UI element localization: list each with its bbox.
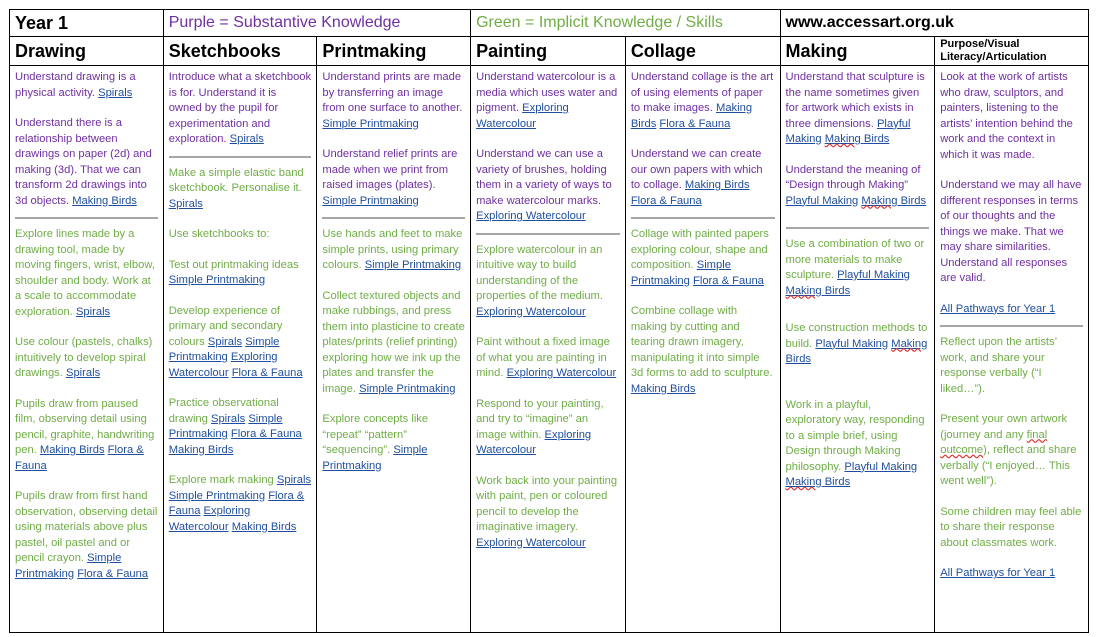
link-making-birds[interactable]: Making Birds bbox=[785, 337, 928, 365]
collage-cell: Understand collage is the art of using elements of paper to make images. Making Birds Flora & Fauna Understand we can create our own papers with which to collage. Making Birds Flora & Fauna Collage with painted papers exploring colour, shape and composition. Simple Printmaking Flora & Fauna Combine collage with making by cutting and tearing drawn imagery, manipulating it into simple 3d forms to add to sculpture. Making Birds bbox=[625, 66, 780, 633]
site-url: www.accessart.org.uk bbox=[780, 10, 1088, 37]
link-all-pathways[interactable]: All Pathways for Year 1 bbox=[940, 302, 1056, 315]
link-making-birds[interactable]: Making Birds bbox=[630, 382, 696, 395]
link-flora-fauna[interactable]: Flora & Fauna bbox=[230, 428, 302, 440]
link-playful-making[interactable]: Playful Making bbox=[785, 117, 911, 145]
link-making-birds[interactable]: Making Birds bbox=[72, 194, 137, 207]
col-printmaking: Printmaking bbox=[317, 37, 471, 66]
link-playful-making[interactable]: Playful Making bbox=[815, 337, 889, 350]
link-exploring-watercolour[interactable]: Exploring Watercolour bbox=[476, 428, 592, 456]
divider bbox=[631, 217, 775, 219]
link-making-birds[interactable]: Making Birds bbox=[861, 194, 927, 207]
link-spirals[interactable]: Spirals bbox=[168, 197, 203, 210]
purpose-cell: Look at the work of artists who draw, sculptors, and painters, listening to the artists’ intention behind the work and the context in which it was made. Understand we may all have different responses in terms of our thoughts and the things we make. That we may share similarities. Understand all responses are valid. All Pathways for Year 1 Reflect upon the artists’ work, and share your response verbally (“I liked…”). Present your own artwork (journey and any final outcome), reflect and share verbally (“I enjoyed… This went well”). Some children may feel able to share their response about classmates work. All Pathways for Year 1 bbox=[935, 66, 1089, 633]
col-purpose: Purpose/Visual Literacy/Articulation bbox=[935, 37, 1089, 66]
link-making-birds[interactable]: Making Birds bbox=[231, 520, 297, 533]
link-making-birds[interactable]: Making Birds bbox=[824, 133, 890, 145]
link-flora-fauna[interactable]: Flora & Fauna bbox=[630, 194, 702, 207]
link-simple-printmaking[interactable]: Simple Printmaking bbox=[322, 444, 428, 472]
link-exploring-watercolour[interactable]: Exploring Watercolour bbox=[168, 351, 278, 379]
printmaking-cell: Understand prints are made by transferring an image from one surface to another. Simple Printmaking Understand relief prints are made when we print from raised images (plates). Simple Printmaking Use hands and feet to make simple prints, using primary colours. Simple Printmaking Collect textured objects and make rubbings, and press them into plasticine to create plates/prints (relief printing) exploring how we ink up the plates and transfer the image. Simple Printmaking Explore concepts like “repeat” “pattern” “sequencing”. Simple Printmaking bbox=[317, 66, 471, 633]
content-row bbox=[10, 66, 1089, 633]
purple-key: Purple = Substantive Knowledge bbox=[163, 10, 470, 37]
col-collage: Collage bbox=[625, 37, 780, 66]
link-all-pathways[interactable]: All Pathways for Year 1 bbox=[940, 567, 1056, 579]
painting-cell: Understand watercolour is a media which uses water and pigment. Exploring Watercolour Understand we can use a variety of brushes, holding them in a variety of ways to make watercolour marks. Exploring Watercolour Explore watercolour in an intuitive way to build understanding of the properties of the medium. Exploring Watercolour Paint without a fixed image of what you are painting in mind. Exploring Watercolour Respond to your painting, and try to “imagine” an image within. Exploring Watercolour Work back into your painting with paint, pen or coloured pencil to develop the imaginative imagery. Exploring Watercolour bbox=[471, 66, 626, 633]
link-simple-printmaking[interactable]: Simple Printmaking bbox=[168, 489, 266, 502]
sketchbooks-cell: Introduce what a sketchbook is for. Understand it is owned by the pupil for experimentation and exploration. Spirals Make a simple elastic band sketchbook. Personalise it. Spirals Use sketchbooks to: Test out printmaking ideas Simple Printmaking Develop experience of primary and secondary colours Spirals Simple Printmaking Exploring Watercolour Flora & Fauna Practice observational drawing Spirals Simple Printmaking Flora & Fauna Making Birds Explore mark making Spirals Simple Printmaking Flora & Fauna Exploring Watercolour Making Birds bbox=[163, 66, 317, 633]
link-exploring-watercolour[interactable]: Exploring Watercolour bbox=[476, 536, 586, 549]
link-playful-making[interactable]: Playful Making bbox=[785, 194, 859, 207]
divider bbox=[322, 217, 465, 219]
link-spirals[interactable]: Spirals bbox=[66, 367, 101, 379]
link-spirals[interactable]: Spirals bbox=[276, 474, 312, 486]
link-flora-fauna[interactable]: Flora & Fauna bbox=[168, 489, 305, 517]
link-spirals[interactable]: Spirals bbox=[229, 133, 264, 145]
link-simple-printmaking[interactable]: Simple Printmaking bbox=[168, 335, 280, 363]
col-making: Making bbox=[780, 37, 935, 66]
link-exploring-watercolour[interactable]: Exploring Watercolour bbox=[476, 102, 569, 130]
link-spirals[interactable]: Spirals bbox=[211, 412, 246, 425]
link-spirals[interactable]: Spirals bbox=[75, 305, 111, 318]
link-simple-printmaking[interactable]: Simple Printmaking bbox=[168, 412, 283, 440]
link-exploring-watercolour[interactable]: Exploring Watercolour bbox=[506, 367, 617, 379]
header-row bbox=[10, 10, 1089, 37]
link-spirals[interactable]: Spirals bbox=[98, 86, 133, 99]
link-simple-printmaking[interactable]: Simple Printmaking bbox=[15, 552, 122, 580]
divider bbox=[15, 217, 158, 219]
link-flora-fauna[interactable]: Flora & Fauna bbox=[693, 274, 764, 287]
link-playful-making[interactable]: Playful Making bbox=[837, 269, 910, 281]
link-simple-printmaking[interactable]: Simple Printmaking bbox=[630, 259, 731, 287]
link-simple-printmaking[interactable]: Simple Printmaking bbox=[364, 259, 462, 271]
link-flora-fauna[interactable]: Flora & Fauna bbox=[659, 117, 731, 130]
divider bbox=[786, 227, 930, 229]
green-key: Green = Implicit Knowledge / Skills bbox=[471, 10, 780, 37]
link-flora-fauna[interactable]: Flora & Fauna bbox=[77, 567, 149, 580]
link-flora-fauna[interactable]: Flora & Fauna bbox=[15, 444, 144, 472]
making-cell: Understand that sculpture is the name sometimes given for artwork which exists in three dimensions. Playful Making Making Birds Understand the meaning of “Design through Making” Playful Making Making Birds Use a combination of two or more materials to make sculpture. Playful Making Making Birds Use construction methods to build. Playful Making Making Birds Work in a playful, exploratory way, responding to a simple brief, using Design through Making philosophy. Playful Making Making Birds bbox=[780, 66, 935, 633]
col-drawing: Drawing bbox=[10, 37, 164, 66]
link-making-birds[interactable]: Making Birds bbox=[168, 443, 234, 456]
link-spirals[interactable]: Spirals bbox=[207, 335, 243, 348]
link-making-birds[interactable]: Making Birds bbox=[684, 179, 750, 191]
column-header-row bbox=[10, 37, 1089, 66]
link-exploring-watercolour[interactable]: Exploring Watercolour bbox=[168, 505, 251, 533]
drawing-cell: Understand drawing is a physical activity. Spirals Understand there is a relationship between drawings on paper (2d) and making (3d). That we can transform 2d drawings into 3d objects. Making Birds Explore lines made by a drawing tool, made by moving fingers, wrist, elbow, shoulder and body. Work at a scale to accommodate exploration. Spirals Use colour (pastels, chalks) intuitively to develop spiral drawings. Spirals Pupils draw from paused film, observing detail using pencil, graphite, handwriting pen. Making Birds Flora & Fauna Pupils draw from first hand observation, observing detail using materials above plus pastel, oil pastel and or pencil crayon. Simple Printmaking Flora & Fauna bbox=[10, 66, 164, 633]
link-simple-printmaking[interactable]: Simple Printmaking bbox=[322, 194, 419, 207]
link-making-birds[interactable]: Making Birds bbox=[39, 444, 105, 456]
divider bbox=[940, 325, 1083, 327]
link-simple-printmaking[interactable]: Simple Printmaking bbox=[322, 117, 419, 130]
curriculum-table bbox=[9, 9, 1089, 633]
col-sketchbooks: Sketchbooks bbox=[163, 37, 317, 66]
link-making-birds[interactable]: Making Birds bbox=[785, 284, 851, 297]
divider bbox=[476, 233, 620, 235]
link-playful-making[interactable]: Playful Making bbox=[844, 460, 918, 473]
link-simple-printmaking[interactable]: Simple Printmaking bbox=[359, 382, 456, 395]
link-exploring-watercolour[interactable]: Exploring Watercolour bbox=[476, 210, 586, 222]
year-label: Year 1 bbox=[10, 10, 164, 37]
link-exploring-watercolour[interactable]: Exploring Watercolour bbox=[476, 305, 586, 318]
link-making-birds[interactable]: Making Birds bbox=[630, 102, 753, 130]
divider bbox=[169, 156, 312, 158]
link-simple-printmaking[interactable]: Simple Printmaking bbox=[168, 274, 266, 286]
col-painting: Painting bbox=[471, 37, 626, 66]
link-making-birds[interactable]: Making Birds bbox=[785, 476, 851, 488]
link-flora-fauna[interactable]: Flora & Fauna bbox=[231, 366, 303, 379]
